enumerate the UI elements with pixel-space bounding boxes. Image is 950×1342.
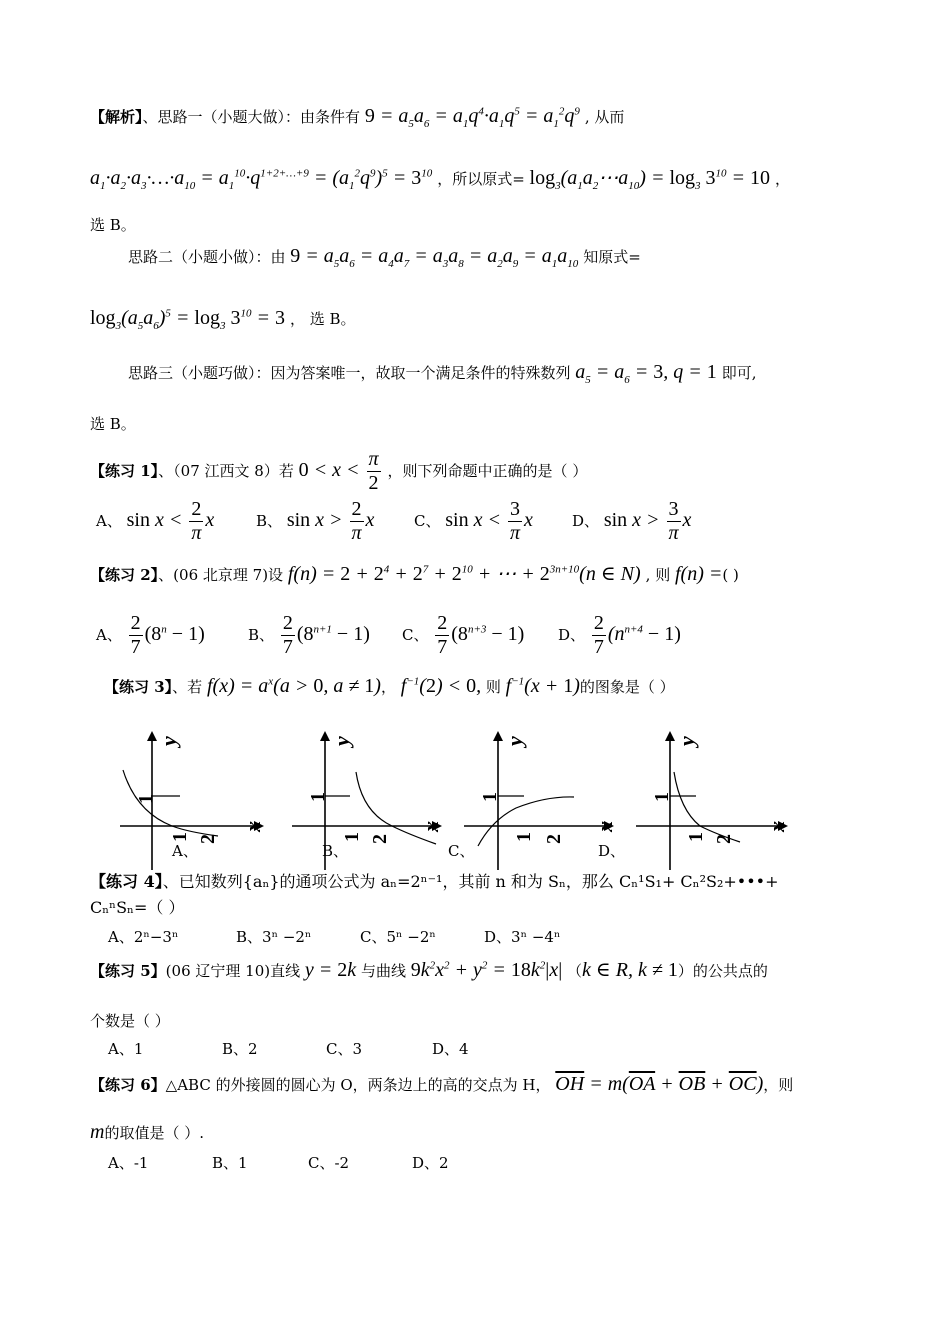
exercise-4 xyxy=(90,872,779,891)
graph-c-x-tick-1: 1 xyxy=(513,832,535,842)
ex6-option-b: B、1 xyxy=(212,1154,248,1172)
idea2-line2-tail: ， 选 B。 xyxy=(289,310,356,328)
ex4-label: 【练习 4】 xyxy=(90,872,163,891)
idea3-intro: 思路三（小题巧做）：因为答案唯一，故取一个满足条件的特殊数列 xyxy=(128,364,571,382)
ex1-option-a: A、 sin x < $\frac{2}{\pi}$ x xyxy=(96,498,215,544)
ex3-mid: ， xyxy=(380,678,396,696)
graph-d-x-label: x xyxy=(764,821,789,832)
ex3-formula-3: $f^{-1}(x + 1)$ xyxy=(505,675,580,697)
ex5-tail: ）的公共点的 xyxy=(677,962,768,980)
ex1-option-c: C、 sin x < $\frac{3}{\pi}$ x xyxy=(414,498,533,544)
ex5-label: 【练习 5】 xyxy=(90,962,166,980)
ex6-tail: ，则 xyxy=(763,1076,794,1094)
ex6-line2-text: 的取值是（ ）. xyxy=(104,1124,204,1142)
ex2-option-d: D、 $\frac{2}{7}$ $(n^{n+4} - 1)$ xyxy=(558,612,681,658)
idea1-line2-end: ， xyxy=(775,170,791,188)
ex5-line-2: 个数是（ ） xyxy=(90,1012,170,1030)
graph-b-tick-label-1: 1 xyxy=(307,792,329,802)
graph-d-x-tick-1: 1 xyxy=(685,832,707,842)
idea2-formula: $9 = a_5a_6 = a_4a_7 = a_3a_8 = a_2a_9 = a_1a_{10}$ xyxy=(290,245,579,270)
ex5-formula-3: k ∈ R, k ≠ 1 xyxy=(582,959,678,981)
ex1-option-a-label: A、 xyxy=(96,512,122,531)
graph-d-label: D、 xyxy=(598,842,626,860)
ex2-paren: ( ) xyxy=(722,566,739,584)
ex4-option-a: A、2ⁿ−3ⁿ xyxy=(108,928,179,946)
ex5-formula-2: $9k^2x^2 + y^2 = 18k^2|x|$ xyxy=(410,959,563,981)
ex1-option-c-label: C、 xyxy=(414,512,441,531)
ex5-formula-1: y = 2k xyxy=(304,959,357,981)
ex3-tail: 的图象是（ ） xyxy=(579,678,675,696)
ex4-option-d: D、3ⁿ −4ⁿ xyxy=(484,928,561,946)
graph-b-x-tick-1: 1 xyxy=(341,832,363,842)
ex6-line-2 xyxy=(90,1120,204,1144)
graph-b-x-label: x xyxy=(418,821,443,832)
ex2-text: 、(06 北京理 7)设 xyxy=(158,566,284,584)
ex1-option-d-label: D、 xyxy=(572,512,600,531)
ex6-text: △ABC 的外接圆的圆心为 O，两条边上的高的交点为 H， xyxy=(165,1076,551,1094)
graph-d xyxy=(636,733,789,870)
graph-b-label: B、 xyxy=(322,842,349,860)
ex1-option-b-label: B、 xyxy=(256,512,283,531)
ex6-label: 【练习 6】 xyxy=(90,1076,166,1094)
idea1-product-formula: $a_1\cdot a_2\cdot a_3\cdot\dots\cdot a_{10} = a_1^{10}\cdot q^{1+2+\dots+9} = (a_1^2q^9)^5 = 3^{10}$ xyxy=(90,167,433,192)
ex5-text: (06 辽宁理 10)直线 xyxy=(165,962,301,980)
ex2-option-c: C、 $\frac{2}{7}$ $(8^{n+3} - 1)$ xyxy=(402,612,525,658)
ex2-option-b-label: B、 xyxy=(248,626,275,645)
ex2-tail: , 则 xyxy=(645,566,671,584)
ex2-option-d-label: D、 xyxy=(558,626,586,645)
graph-c-tick-label-1: 1 xyxy=(479,792,501,802)
exercise-6 xyxy=(90,1072,793,1096)
ex2-label: 【练习 2】 xyxy=(90,566,159,584)
idea2-log-formula: $\log_3(a_5a_6)^5 = \log_3 3^{10} = 3$ xyxy=(90,307,285,332)
graph-c-y-label: y xyxy=(502,736,527,746)
choose-b-2: 选 B。 xyxy=(90,415,136,433)
ex5-option-a: A、1 xyxy=(108,1040,144,1058)
ex2-option-a: A、 $\frac{2}{7}$ $(8^n - 1)$ xyxy=(96,612,205,658)
ex4-text-2: CₙⁿSₙ=（ ） xyxy=(90,898,185,917)
idea1-intro: 、思路一（小题大做）：由条件有 xyxy=(142,108,361,126)
graph-a-y-label: y xyxy=(156,736,181,746)
ex2-option-a-label: A、 xyxy=(96,626,122,645)
ex2-option-b: B、 $\frac{2}{7}$ $(8^{n+1} - 1)$ xyxy=(248,612,370,658)
analysis-tag: 【解析】 xyxy=(90,108,143,126)
graph-a-x-label: x xyxy=(240,821,265,832)
idea1-line2-mid: ，所以原式= xyxy=(437,170,525,188)
graph-b xyxy=(292,733,443,870)
idea2-tail: 知原式= xyxy=(583,248,641,266)
ex5-option-d: D、4 xyxy=(432,1040,469,1058)
ex5-mid: 与曲线 xyxy=(360,962,406,980)
graph-d-y-label: y xyxy=(674,736,699,746)
graph-d-curve xyxy=(674,772,740,842)
ex6-option-d: D、2 xyxy=(412,1154,449,1172)
graph-b-y-label: y xyxy=(329,736,354,746)
ex1-option-d: D、 sin x > $\frac{3}{\pi}$ x xyxy=(572,498,692,544)
choose-b-1: 选 B。 xyxy=(90,216,136,234)
idea3-tail: 即可, xyxy=(721,364,757,382)
ex1-text: 、（07 江西文 8）若 xyxy=(158,462,294,481)
graph-a-x-tick-2: 2 xyxy=(197,834,219,844)
ex1-tail: ，则下列命题中正确的是（ ） xyxy=(387,462,588,481)
idea2-intro: 思路二（小题小做）：由 xyxy=(128,248,286,266)
graph-d-tick-label-1: 1 xyxy=(651,792,673,802)
ex3-formula-1: $f(x) = a^x(a > 0$, a ≠ 1) xyxy=(206,675,381,697)
ex4-text-1: 、已知数列{aₙ}的通项公式为 aₙ=2ⁿ⁻¹，其前 n 和为 Sₙ，那么 Cₙ¹S₁+ Cₙ²S₂+•••+ xyxy=(162,872,779,891)
graph-a-label: A、 xyxy=(172,842,198,860)
ex6-option-a: A、-1 xyxy=(108,1154,149,1172)
ex1-option-b: B、 sin x > $\frac{2}{\pi}$ x xyxy=(256,498,375,544)
idea1-log-formula: $\log_3(a_1a_2\cdots a_{10}) = \log_3 3^{10} = 10$ xyxy=(529,167,770,192)
ex3-mid2: 则 xyxy=(481,678,501,696)
graph-a-tick-label-1: 1 xyxy=(135,794,157,804)
ex5-option-c: C、3 xyxy=(326,1040,363,1058)
ex1-condition: 0 < x < $\frac{\pi}{2}$ xyxy=(298,448,379,494)
graph-b-curve xyxy=(356,772,436,844)
ex5-mid2: （ xyxy=(567,962,583,980)
ex2-formula: $f(n) = 2 + 2^4 + 2^7 + 2^{10}$ + ⋯ + $2^{3n+10}(n$ ∈ N) xyxy=(287,563,646,585)
graph-d-x-tick-2: 2 xyxy=(713,834,735,844)
ex1-label: 【练习 1】 xyxy=(90,462,159,481)
ex2-option-c-label: C、 xyxy=(402,626,429,645)
exercise-5 xyxy=(90,958,768,982)
ex3-text: 、若 xyxy=(172,678,203,696)
idea3-formula: $a_5 = a_6 = 3$, q = 1 xyxy=(575,361,717,386)
ex5-option-b: B、2 xyxy=(222,1040,258,1058)
graph-c-x-tick-2: 2 xyxy=(543,834,565,844)
ex4-option-c: C、5ⁿ −2ⁿ xyxy=(360,928,436,946)
ex6-line2-math: m xyxy=(90,1121,105,1143)
ex6-formula: $\overline{OH} = m(\overline{OA} + \overline{OB} + \overline{OC})$ xyxy=(555,1073,764,1095)
ex6-option-c: C、-2 xyxy=(308,1154,350,1172)
ex3-formula-2: $f^{-1}(2) < 0$, xyxy=(400,675,482,697)
ex4-option-b: B、3ⁿ −2ⁿ xyxy=(236,928,312,946)
idea1-formula: $9 = a_5a_6 = a_1q^4\cdot a_1q^5 = a_1^2q^9$ xyxy=(364,105,580,130)
ex2-formula-2: f(n) = xyxy=(674,563,723,585)
graph-c-label: C、 xyxy=(448,842,475,860)
graph-b-x-tick-2: 2 xyxy=(369,834,391,844)
graph-c-x-label: x xyxy=(592,821,617,832)
graph-c xyxy=(464,733,617,870)
idea1-tail: , 从而 xyxy=(584,108,625,126)
ex3-label: 【练习 3】 xyxy=(104,678,173,696)
graph-a-x-tick-1: 1 xyxy=(169,832,191,842)
